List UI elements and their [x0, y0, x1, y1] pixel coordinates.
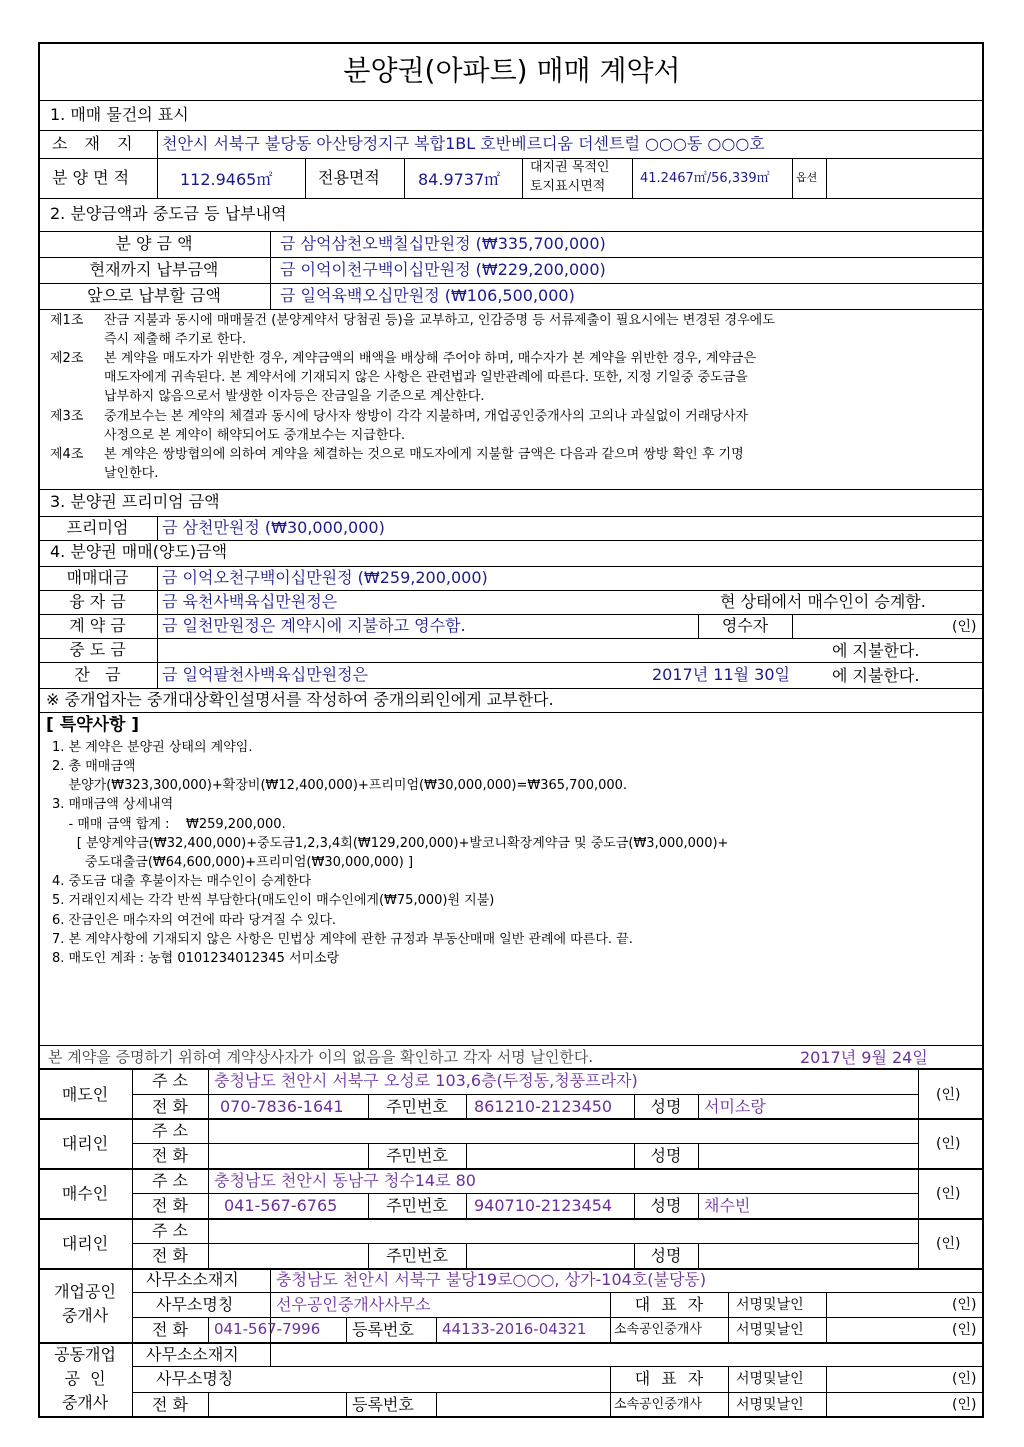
co-broker-affiliated-seal: (인) — [952, 1397, 977, 1413]
broker-reg: 44133-2016-04321 — [442, 1320, 587, 1338]
special-line-4: 3. 매매금액 상세내역 — [52, 797, 174, 812]
special-line-12: 8. 매도인 계좌 : 농협 0101234012345 서미소랑 — [52, 951, 340, 966]
buyer-name-label: 성명 — [650, 1196, 682, 1215]
seller-agent-label: 대리인 — [61, 1134, 109, 1153]
seller-agent-name-label: 성명 — [650, 1146, 682, 1165]
clause-1-num: 제1조 — [50, 313, 84, 328]
clause-2-line-2: 매도자에게 귀속된다. 본 계약서에 기재되지 않은 사항은 관련법과 일반관례에 따른다. 또한, 지정 기일중 중도금을 — [104, 370, 748, 385]
remaining-amount-value: 금 일억육백오십만원정 (₩106,500,000) — [280, 286, 575, 305]
co-broker-reg-label: 등록번호 — [352, 1395, 414, 1414]
special-line-7: 중도대출금(₩64,600,000)+프리미엄(₩30,000,000) ] — [52, 855, 414, 870]
middle-payment-suffix: 에 지불한다. — [832, 641, 920, 660]
buyer-name: 채수빈 — [704, 1196, 751, 1215]
middle-payment-label: 중 도 금 — [69, 640, 126, 659]
special-line-2: 2. 총 매매금액 — [52, 759, 136, 774]
area-value: 112.9465㎡ — [180, 170, 273, 189]
exclusive-label: 전용면적 — [318, 168, 380, 187]
co-broker-label-3: 중개사 — [61, 1393, 109, 1412]
location-value: 천안시 서북구 불당동 아산탕정지구 복합1BL 호반베르디움 더센트럴 ○○○동 ○○○호 — [162, 134, 765, 153]
broker-affiliated-seal: (인) — [952, 1322, 977, 1338]
seller-phone: 070-7836-1641 — [220, 1097, 344, 1116]
special-line-5: - 매매 금액 합계 : ₩259,200,000. — [52, 817, 286, 832]
co-broker-phone-label: 전 화 — [152, 1395, 188, 1414]
seller-address-label: 주 소 — [152, 1071, 188, 1090]
seller-name-label: 성명 — [650, 1097, 682, 1116]
co-broker-label-2: 공 인 — [64, 1369, 106, 1388]
premium-label: 프리미엄 — [66, 518, 129, 537]
co-broker-label-1: 공동개업 — [54, 1345, 116, 1364]
seller-agent-id-label: 주민번호 — [386, 1146, 448, 1165]
broker-office-addr-label: 사무소소재지 — [146, 1270, 239, 1289]
seller-seal: (인) — [936, 1087, 961, 1103]
clause-2-line-1: 본 계약을 매도자가 위반한 경우, 계약금액의 배액을 배상해 주어야 하며, 매수자가 본 계약을 위반한 경우, 계약금은 — [104, 351, 757, 366]
buyer-seal: (인) — [936, 1186, 961, 1202]
buyer-address: 충청남도 천안시 동남구 청수14로 80 — [214, 1171, 476, 1190]
balance-date: 2017년 11월 30일 — [652, 665, 790, 684]
remaining-amount-label: 앞으로 납부할 금액 — [87, 286, 221, 305]
broker-rep-sign: 서명및날인 — [736, 1297, 804, 1313]
seller-phone-label: 전 화 — [152, 1097, 188, 1116]
buyer-agent-address-label: 주 소 — [152, 1221, 188, 1240]
clause-3-line-1: 중개보수는 본 계약의 체결과 동시에 당사자 쌍방이 각각 지불하며, 개업공인중개사의 고의나 과실없이 거래당사자 — [104, 409, 748, 424]
co-broker-rep-sign: 서명및날인 — [736, 1371, 804, 1387]
broker-office-name-label: 사무소명칭 — [156, 1295, 234, 1314]
special-line-10: 6. 잔금인은 매수자의 여건에 따라 당겨질 수 있다. — [52, 913, 337, 928]
page-title: 분양권(아파트) 매매 계약서 — [343, 54, 681, 87]
section2-heading: 2. 분양금액과 중도금 등 납부내역 — [50, 204, 287, 223]
seller-agent-address-label: 주 소 — [152, 1121, 188, 1140]
co-broker-office-addr-label: 사무소소재지 — [146, 1345, 239, 1364]
clause-1-line-2: 즉시 제출해 주기로 한다. — [104, 332, 247, 347]
seller-agent-seal: (인) — [936, 1136, 961, 1152]
clause-4-line-2: 날인한다. — [104, 466, 159, 481]
paid-amount-value: 금 이억이천구백이십만원정 (₩229,200,000) — [280, 260, 606, 279]
clause-4-line-1: 본 계약은 쌍방협의에 의하여 계약을 체결하는 것으로 매도자에게 지불할 금액은 다음과 같으며 쌍방 확인 후 기명 — [104, 447, 744, 462]
broker-affiliated-label: 소속공인중개사 — [614, 1322, 702, 1337]
sale-price-value: 금 이억오천구백이십만원정 (₩259,200,000) — [162, 568, 488, 587]
clause-4-num: 제4조 — [50, 447, 84, 462]
broker-rep-seal: (인) — [952, 1297, 977, 1313]
paid-amount-label: 현재까지 납부금액 — [89, 260, 219, 279]
land-value: 41.2467㎡/56,339㎡ — [640, 171, 770, 186]
total-price-value: 금 삼억삼천오백칠십만원정 (₩335,700,000) — [280, 234, 606, 253]
co-broker-rep-label: 대 표 자 — [634, 1369, 704, 1388]
loan-label: 융 자 금 — [69, 592, 126, 611]
special-line-1: 1. 본 계약은 분양권 상태의 계약임. — [52, 740, 253, 755]
clause-1-line-1: 잔금 지불과 동시에 매매물건 (분양계약서 당첨권 등)을 교부하고, 인감증명 등 서류제출이 필요시에는 변경된 경우에도 — [104, 313, 775, 328]
broker-phone: 041-567-7996 — [214, 1320, 321, 1338]
section4-heading: 4. 분양권 매매(양도)금액 — [50, 542, 228, 561]
buyer-agent-label: 대리인 — [61, 1234, 109, 1253]
balance-label: 잔 금 — [74, 665, 121, 684]
broker-rep-label: 대 표 자 — [634, 1295, 704, 1314]
broker-reg-label: 등록번호 — [352, 1320, 414, 1339]
receiver-seal: (인) — [952, 619, 977, 635]
land-label-1: 대지권 목적인 — [530, 160, 610, 175]
seller-id: 861210-2123450 — [474, 1097, 613, 1116]
seller-address: 충청남도 천안시 서북구 오성로 103,6층(두정동,청풍프라자) — [214, 1071, 638, 1090]
balance-suffix: 에 지불한다. — [832, 666, 920, 685]
buyer-id-label: 주민번호 — [386, 1196, 448, 1215]
buyer-address-label: 주 소 — [152, 1171, 188, 1190]
buyer-agent-phone-label: 전 화 — [152, 1246, 188, 1265]
area-label: 분 양 면 적 — [52, 168, 130, 187]
seller-id-label: 주민번호 — [386, 1097, 448, 1116]
loan-value: 금 육천사백육십만원정은 — [162, 592, 338, 611]
buyer-phone-label: 전 화 — [152, 1196, 188, 1215]
seller-agent-phone-label: 전 화 — [152, 1146, 188, 1165]
clause-3-line-2: 사정으로 본 계약이 해약되어도 중개보수는 지급한다. — [104, 428, 406, 443]
section3-heading: 3. 분양권 프리미엄 금액 — [50, 492, 220, 511]
proof-text: 본 계약을 증명하기 위하여 계약상사자가 이의 없음을 확인하고 각자 서명 날인한다. — [48, 1048, 594, 1066]
co-broker-affiliated-sign: 서명및날인 — [736, 1397, 804, 1413]
buyer-phone: 041-567-6765 — [224, 1196, 338, 1215]
buyer-agent-seal: (인) — [936, 1236, 961, 1252]
clause-2-line-3: 납부하지 않음으로서 발생한 이자등은 잔금일을 기준으로 계산한다. — [104, 389, 485, 404]
clause-2-num: 제2조 — [50, 351, 84, 366]
co-broker-affiliated-label: 소속공인중개사 — [614, 1397, 702, 1412]
loan-note: 현 상태에서 매수인이 승계함. — [720, 592, 926, 611]
co-broker-office-name-label: 사무소명칭 — [156, 1369, 234, 1388]
premium-value: 금 삼천만원정 (₩30,000,000) — [162, 518, 385, 537]
special-line-3: 분양가(₩323,300,000)+확장비(₩12,400,000)+프리미엄(₩30,000,000)=₩365,700,000. — [52, 778, 628, 793]
clause-3-num: 제3조 — [50, 409, 84, 424]
special-line-11: 7. 본 계약사항에 기재되지 않은 사항은 민법상 계약에 관한 규정과 부동산매매 일반 관례에 따른다. 끝. — [52, 932, 633, 947]
broker-notice: ※ 중개업자는 중개대상확인설명서를 작성하여 중개의뢰인에게 교부한다. — [46, 690, 554, 709]
section1-heading: 1. 매매 물건의 표시 — [50, 105, 189, 124]
option-label: 옵션 — [796, 171, 818, 184]
seller-label: 매도인 — [61, 1085, 109, 1104]
buyer-agent-name-label: 성명 — [650, 1246, 682, 1265]
deposit-value: 금 일천만원정은 계약시에 지불하고 영수함. — [162, 616, 466, 635]
deposit-label: 계 약 금 — [69, 616, 126, 635]
special-line-9: 5. 거래인지세는 각각 반씩 부담한다(매도인이 매수인에게(₩75,000)원 지불) — [52, 893, 495, 908]
seller-name: 서미소랑 — [704, 1097, 766, 1116]
buyer-agent-id-label: 주민번호 — [386, 1246, 448, 1265]
contract-date: 2017년 9월 24일 — [800, 1048, 928, 1067]
broker-label-2: 중개사 — [61, 1306, 109, 1325]
broker-office-addr: 충청남도 천안시 서북구 불당19로○○○, 상가-104호(불당동) — [276, 1270, 707, 1289]
broker-affiliated-sign: 서명및날인 — [736, 1322, 804, 1338]
buyer-label: 매수인 — [61, 1184, 109, 1203]
land-label-2: 토지표시면적 — [530, 179, 606, 194]
special-terms-heading: [ 특약사항 ] — [46, 715, 140, 735]
co-broker-rep-seal: (인) — [952, 1371, 977, 1387]
broker-office-name: 선우공인중개사사무소 — [276, 1295, 431, 1314]
total-price-label: 분 양 금 액 — [115, 234, 193, 253]
location-label: 소 재 지 — [52, 134, 133, 153]
balance-value: 금 일억팔천사백육십만원정은 — [162, 665, 369, 684]
special-line-6: [ 분양계약금(₩32,400,000)+중도금1,2,3,4회(₩129,200,000)+발코니확장계약금 및 중도금(₩3,000,000)+ — [52, 836, 729, 851]
broker-phone-label: 전 화 — [152, 1320, 188, 1339]
buyer-id: 940710-2123454 — [474, 1196, 613, 1215]
sale-price-label: 매매대금 — [66, 568, 129, 587]
broker-label-1: 개업공인 — [54, 1282, 116, 1301]
receiver-label: 영수자 — [721, 616, 769, 635]
special-line-8: 4. 중도금 대출 후불이자는 매수인이 승계한다 — [52, 874, 312, 889]
exclusive-value: 84.9737㎡ — [418, 170, 501, 189]
